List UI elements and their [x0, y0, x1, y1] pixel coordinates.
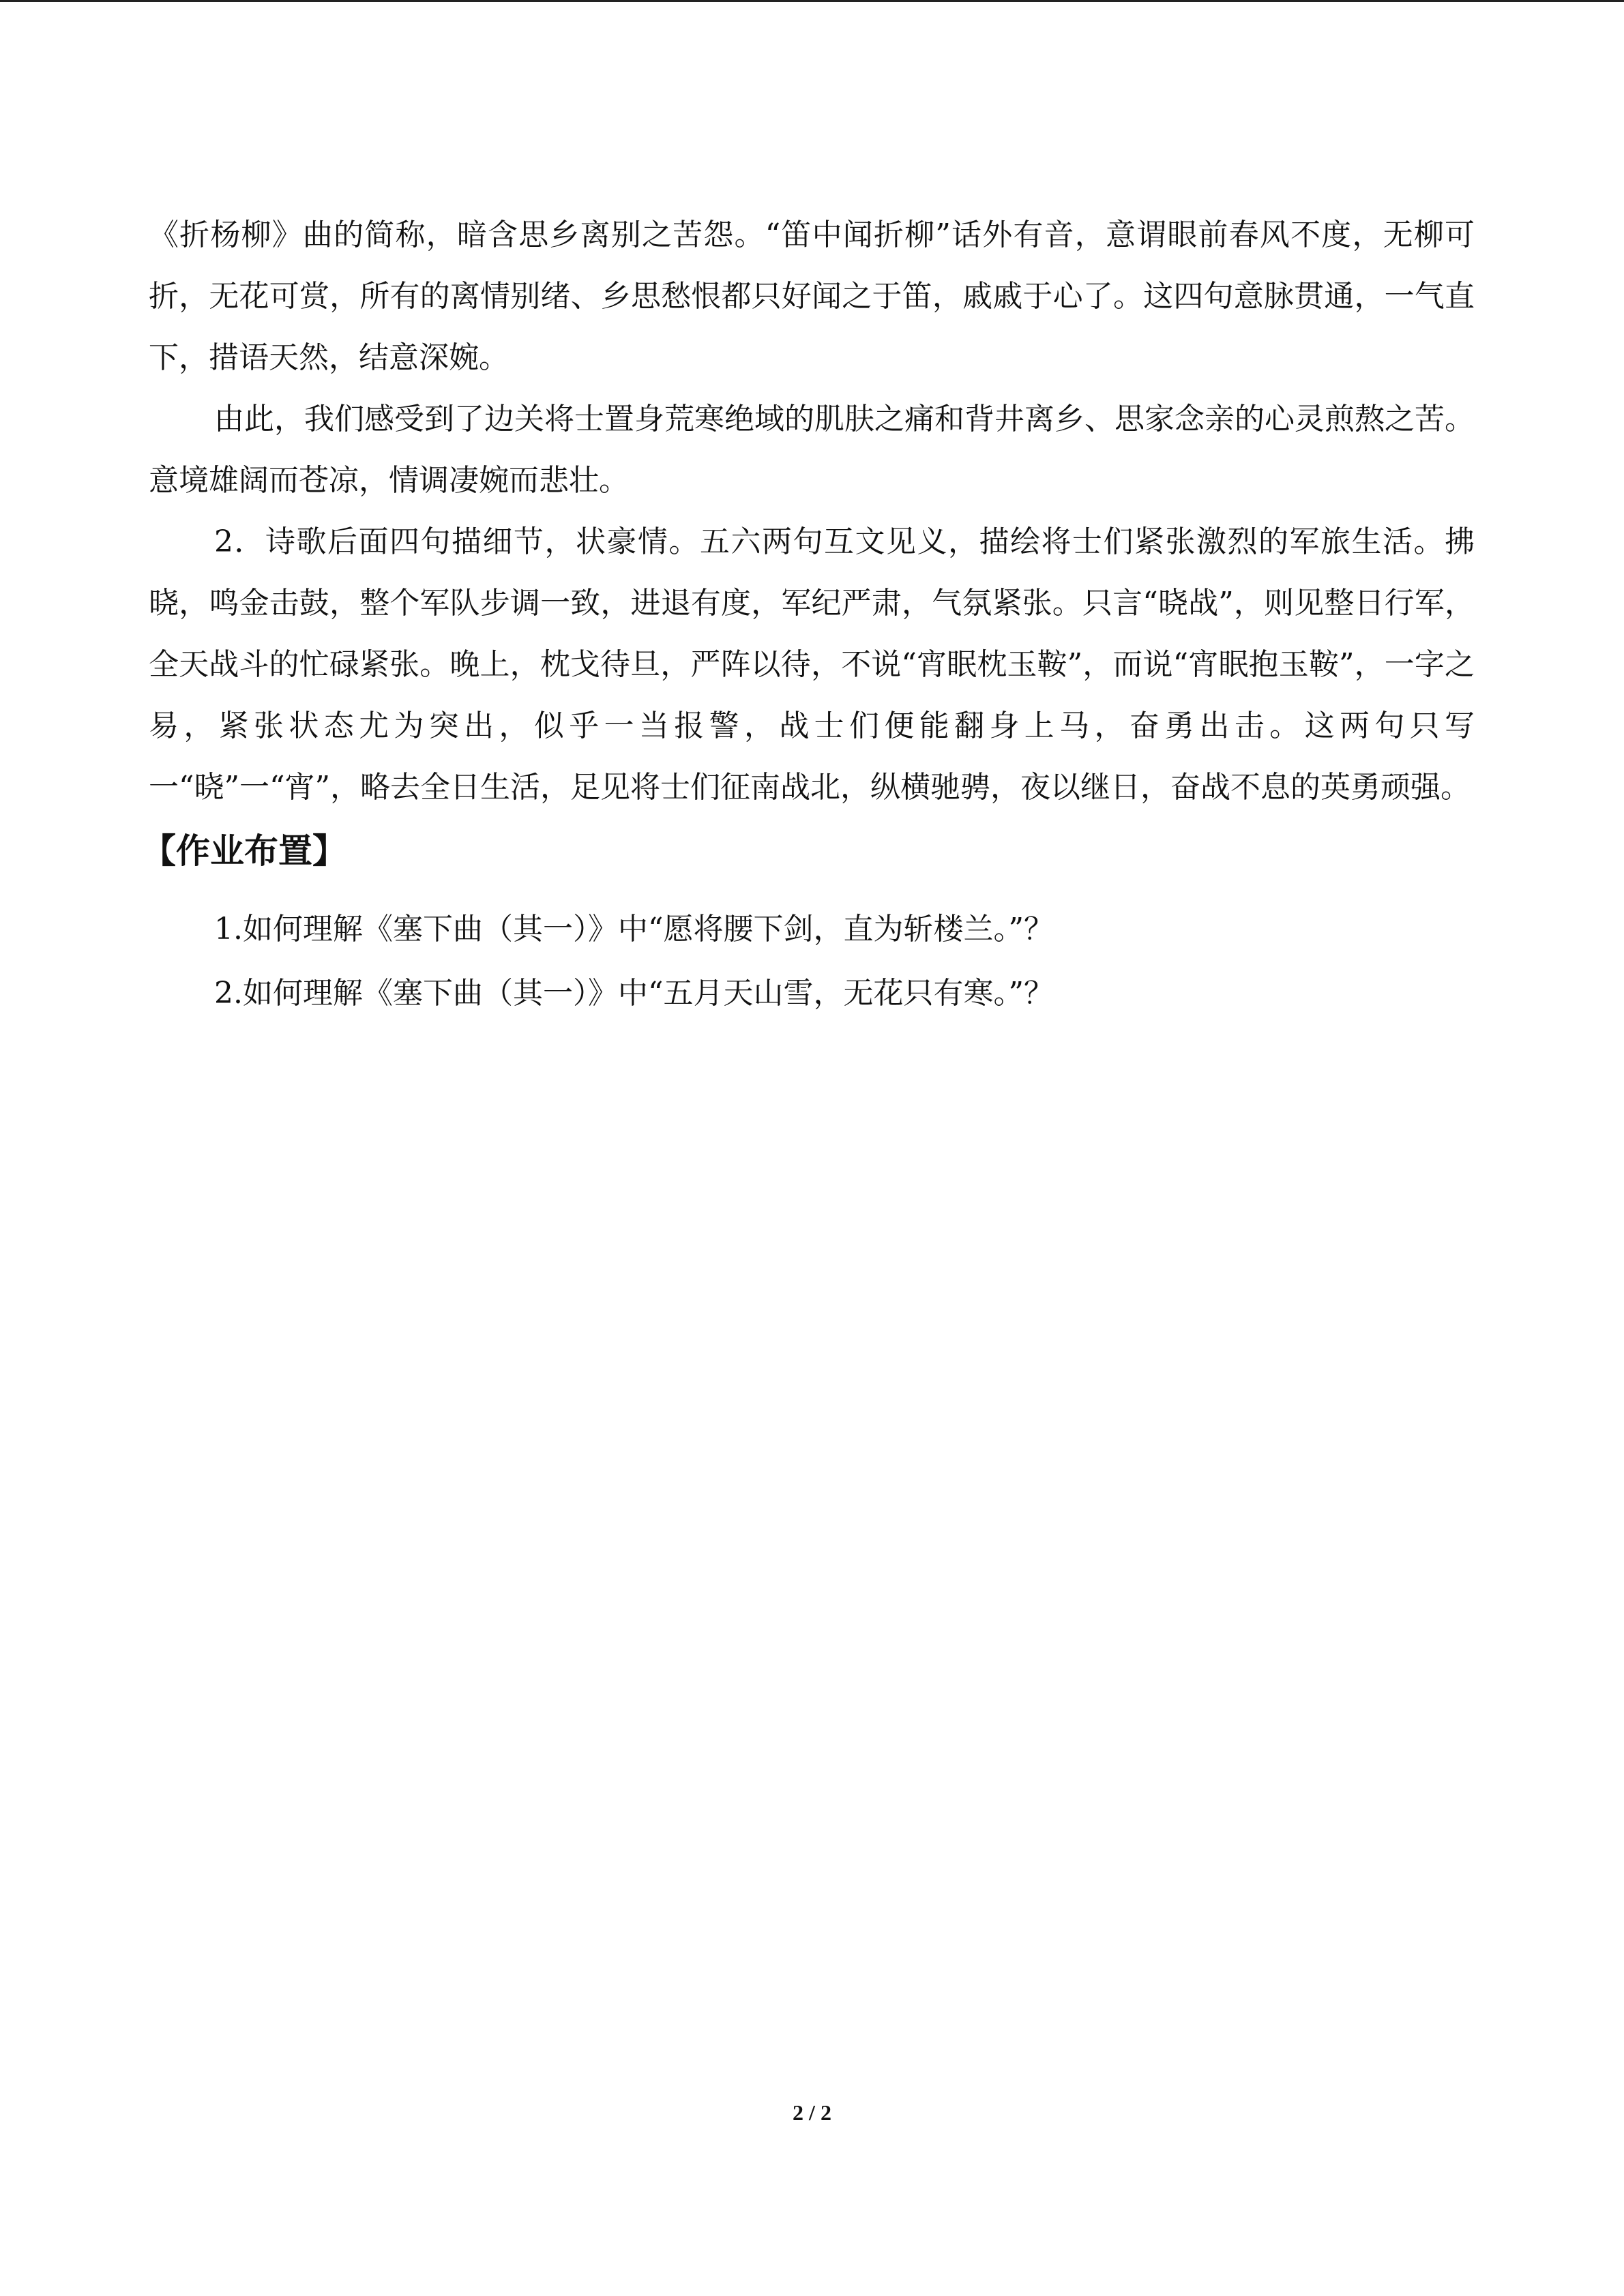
homework-item-1: 1.如何理解《塞下曲（其一）》中“愿将腰下剑，直为斩楼兰。”？: [214, 912, 1054, 946]
top-border-line: [0, 0, 1624, 2]
body-paragraph-1: 《折杨柳》曲的简称，暗含思乡离别之苦怨。“笛中闻折柳”话外有音，意谓眼前春风不度，无柳可折，无花可赏，所有的离情别绪、乡思愁恨都只好闻之于笛，戚戚于心了。这四句意脉贯通，一气直下，措语天然，结意深婉。: [149, 218, 1475, 375]
homework-heading: 【作业布置】: [142, 831, 346, 871]
document-body: [142, 205, 1475, 1026]
body-paragraph-2: 由此，我们感受到了边关将士置身荒寒绝域的肌肤之痛和背井离乡、思家念亲的心灵煎熬之苦。意境雄阔而苍凉，情调凄婉而悲壮。: [149, 402, 1475, 498]
body-paragraph-3: 2．诗歌后面四句描细节，状豪情。五六两句互文见义，描绘将士们紧张激烈的军旅生活。拂晓，鸣金击鼓，整个军队步调一致，进退有度，军纪严肃，气氛紧张。只言“晓战”，则见整日行军，全天战斗的忙碌紧张。晚上，枕戈待旦，严阵以待，不说“宵眠枕玉鞍”，而说“宵眠抱玉鞍”，一字之易，紧张状态尤为突出，似乎一当报警，战士们便能翻身上马，奋勇出击。这两句只写一“晓”一“宵”，略去全日生活，足见将士们征南战北，纵横驰骋，夜以继日，奋战不息的英勇顽强。: [149, 524, 1475, 805]
homework-list: [149, 897, 1475, 1026]
page-number: 2 / 2: [793, 2100, 831, 2125]
homework-item-2: 2.如何理解《塞下曲（其一）》中“五月天山雪，无花只有寒。”？: [214, 976, 1054, 1011]
